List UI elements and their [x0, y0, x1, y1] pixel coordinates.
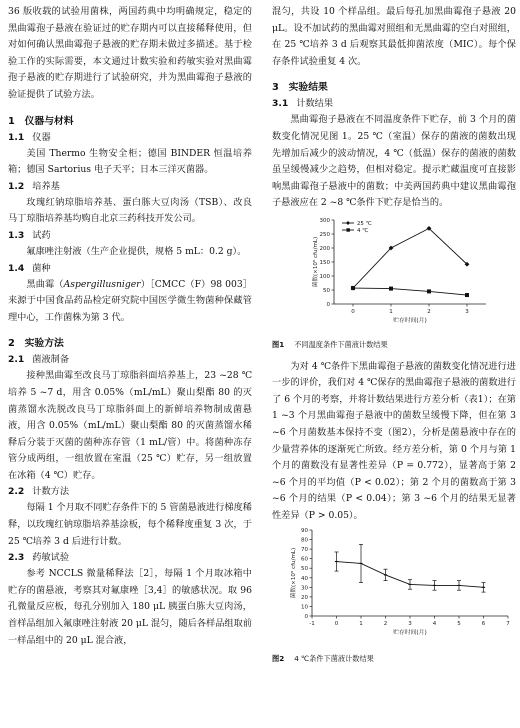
y-tick-label: 10	[301, 604, 308, 611]
section-number: 1.1	[8, 131, 25, 143]
instruments-text: 美国 Thermo 生物安全柜；德国 BINDER 恒温培养箱；德国 Sartorius 电子天平；日本三洋灭菌器。	[8, 147, 252, 176]
section-number: 1.4	[8, 262, 25, 274]
intro-paragraph: 36 版收载的试验用菌株，两国药典中均明确规定，稳定的黑曲霉孢子悬液在验证过的贮存期内可以直接稀释使用，但对如何确认黑曲霉孢子悬液的贮存期未做过多描述。基于检验工作的实际需要，本文通过计数实验和药敏实验对黑曲霉孢子悬液的贮存期进行了试验研究，并为黑曲霉孢子悬液的验证提供了试验方法。	[8, 6, 252, 100]
figure-2-caption	[272, 653, 516, 665]
section-number: 2.1	[8, 354, 25, 366]
x-tick-label: 7	[506, 621, 510, 628]
y-tick-label: 70	[301, 547, 308, 554]
x-tick-label: 0	[351, 308, 355, 315]
media-text: 玫瑰红钠琼脂培养基、蛋白胨大豆肉汤（TSB）、改良马丁琼脂培养基均购自北京三药科技开发公司。	[8, 196, 252, 225]
x-axis-label: 贮存时间(月)	[393, 317, 427, 324]
data-point	[351, 286, 355, 290]
reagents-text: 氟康唑注射液（生产企业提供，规格 5 mL：0.2 g）。	[26, 245, 247, 257]
x-tick-label: 1	[389, 308, 393, 315]
y-tick-label: 0	[326, 301, 330, 308]
series-line	[353, 228, 467, 288]
section-number: 2.2	[8, 486, 25, 498]
section-title: 培养基	[32, 180, 60, 192]
figure-caption-text: 4 ℃条件下菌液计数结果	[294, 654, 374, 664]
legend-marker	[346, 221, 350, 225]
y-tick-label: 250	[319, 231, 330, 238]
x-tick-label: 3	[408, 621, 412, 628]
x-tick-label: 0	[334, 621, 339, 628]
y-tick-label: 40	[301, 576, 308, 583]
data-point	[465, 293, 469, 297]
figure-1	[272, 212, 516, 337]
x-tick-label: 5	[457, 621, 461, 628]
y-tick-label: 20	[301, 595, 308, 602]
x-tick-label: 3	[465, 308, 469, 315]
section-title: 试药	[32, 229, 51, 241]
figure-2	[272, 524, 516, 651]
data-point	[427, 289, 431, 293]
y-axis-label: 菌数(×10⁶ cfu/mL)	[291, 548, 297, 599]
section-1-2-heading	[8, 179, 252, 195]
left-column	[8, 4, 252, 649]
section-number: 1.2	[8, 180, 25, 192]
section-title: 菌种	[32, 262, 51, 274]
section-1-3-heading	[8, 228, 252, 244]
y-tick-label: 100	[319, 273, 330, 280]
section-1-4-heading	[8, 261, 252, 277]
strain-text	[8, 277, 252, 327]
legend-marker	[347, 228, 350, 231]
preparation-text: 接种黑曲霉至改良马丁琼脂斜面培养基上，23 ~28 ℃培养 5 ~7 d，用含 0.05%（mL/mL）聚山梨酯 80 的灭菌蒸馏水洗脱改良马丁琼脂斜面上的新鲜培养物制成菌悬液，用含 0.05%（mL/mL）聚山梨酯 80 的灭菌蒸馏水稀释后分装于灭菌的菌种冻存管（1 mL/管）中。将菌种冻存管分成两组，一组放置在室温（25 ℃）贮存，另一组放置在冰箱（4 ℃）贮存。	[8, 370, 252, 481]
section-number: 2.3	[8, 552, 25, 564]
strain-text-b: ）［CMCC（F）98 003］来源于中国食品药品检定研究院中国医学微生物菌种保藏管理中心，工作菌株为第 3 代。	[8, 278, 253, 323]
figure-number: 图2	[272, 654, 285, 664]
y-tick-label: 90	[301, 528, 308, 535]
figure-1-caption	[272, 339, 516, 351]
strain-latin-name: Aspergillusniger	[63, 278, 141, 290]
susceptibility-text: 参考 NCCLS 微量稀释法［2］，每隔 1 个月取冰箱中贮存的菌悬液，考察其对氟康唑［3,4］的敏感状况。取 96 孔微量反应板，每孔分别加入 180 μL 胰蛋白胨大豆肉汤，首样品组加入氟康唑注射液 20 μL 混匀，随后各样品组取前一样品组中的 20 μL 混合液，	[8, 568, 252, 646]
section-title: 药敏试验	[32, 552, 70, 564]
section-number: 1.3	[8, 229, 25, 241]
y-tick-label: 300	[319, 217, 330, 224]
section-2-3-heading	[8, 550, 252, 566]
y-tick-label: 50	[301, 566, 308, 573]
right-column	[272, 4, 516, 673]
figure-caption-text: 不同温度条件下菌液计数结果	[294, 339, 388, 349]
legend-label: 4 ℃	[357, 227, 369, 234]
four-degree-results-text: 为对 4 ℃条件下黑曲霉孢子悬液的菌数变化情况进行进一步的评价，我们对 4 ℃保存的黑曲霉孢子悬液的菌数进行了 6 个月的考察，并将计数结果进行方差分析（表1）；在第 1 ~3 个月黑曲霉孢子悬液中的菌数呈缓慢下降，但在第 3 ~6 个月菌数基本保持不变（图2），分析是菌悬液中存在的少量营养体的逐渐死亡所致。经方差分析，第 0 个月与第 1 个月的菌数没有显著性差异（P = 0.772），显著高于第 2 ~6 个月的平均值（P < 0.02）；第 2 个月的菌数高于第 3 ~6 个月的结果（P < 0.04）；第 3 ~6 个月的结果无显著性差异（P > 0.05）。	[272, 360, 516, 521]
x-tick-label: 6	[481, 621, 486, 628]
legend-label: 25 ℃	[357, 220, 372, 227]
y-tick-label: 200	[319, 245, 330, 252]
section-title: 计数结果	[296, 98, 334, 110]
figure-2-chart	[272, 524, 516, 644]
x-axis-label: 贮存时间(月)	[393, 630, 427, 637]
section-2-2-heading	[8, 484, 252, 500]
data-point	[389, 287, 393, 291]
x-tick-label: 1	[359, 621, 363, 628]
section-2-1-heading	[8, 352, 252, 368]
y-tick-label: 0	[304, 614, 308, 621]
y-tick-label: 30	[301, 585, 308, 592]
x-tick-label: 4	[432, 621, 437, 628]
figure-number: 图1	[272, 339, 285, 349]
series-line	[353, 288, 467, 295]
section-title: 计数方法	[32, 486, 70, 498]
strain-text-a: 黑曲霉（	[26, 278, 64, 290]
y-tick-label: 60	[301, 557, 308, 564]
y-tick-label: 80	[301, 538, 308, 545]
section-3-1-heading	[272, 96, 516, 112]
continued-paragraph: 混匀，共设 10 个样品组。最后每孔加黑曲霉孢子悬液 20 μL。设不加试药的黑曲霉对照组和无黑曲霉的空白对照组，在 25 ℃培养 3 d 后观察其最低抑菌浓度（MIC）。每个保存条件试验重复 4 次。	[272, 6, 516, 67]
counting-text: 每隔 1 个月取不同贮存条件下的 5 管菌悬液进行梯度稀释，以玫瑰红钠琼脂培养基涂板，每个稀释度重复 3 次，于 25 ℃培养 3 d 后进行计数。	[8, 502, 252, 547]
x-tick-label: -1	[309, 621, 315, 628]
x-tick-label: 2	[427, 308, 431, 315]
x-tick-label: 2	[383, 621, 388, 628]
figure-1-chart	[272, 212, 516, 330]
section-title: 菌液制备	[32, 354, 70, 366]
y-tick-label: 50	[323, 287, 330, 294]
y-axis-label: 菌数(×10⁶ cfu/mL)	[313, 236, 319, 288]
y-tick-label: 150	[319, 259, 330, 266]
section-3-heading: 3 实验结果	[272, 82, 328, 94]
count-results-text: 黑曲霉孢子悬液在不同温度条件下贮存，前 3 个月的菌数变化情况见图 1。25 ℃（室温）保存的菌液的菌数出现先增加后减少的波动情况，4 ℃（低温）保存的菌液的菌数虽呈缓慢减少之趋势，但相对稳定。提示贮藏温度可直接影响黑曲霉孢子悬液中的菌数；中美两国药典中建议黑曲霉孢子悬液应在 2 ~8 ℃条件下贮存是恰当的。	[272, 114, 516, 209]
section-1-heading: 1 仪器与材料	[8, 115, 74, 127]
section-1-1-heading	[8, 130, 252, 146]
section-number: 3.1	[272, 98, 289, 110]
section-2-heading: 2 实验方法	[8, 338, 64, 350]
section-title: 仪器	[32, 131, 51, 143]
